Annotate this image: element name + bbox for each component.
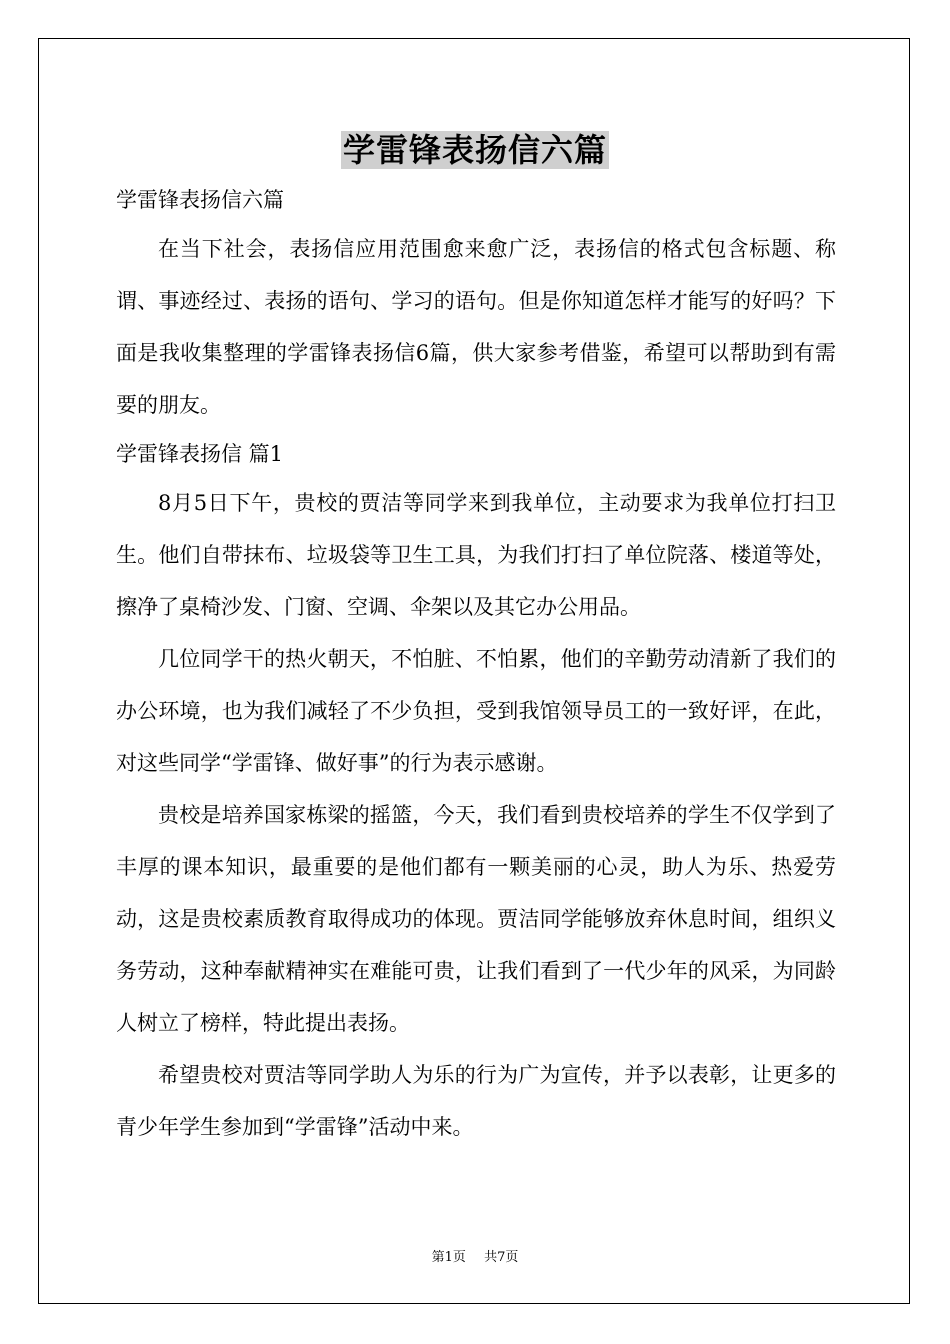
page-total: 共7页 xyxy=(484,1250,519,1265)
body-paragraph: 8月5日下午，贵校的贾洁等同学来到我单位，主动要求为我单位打扫卫生。他们自带抹布、垃圾袋等卫生工具，为我们打扫了单位院落、楼道等处，擦净了桌椅沙发、门窗、空调、伞架以及其它办公用品。 xyxy=(116,491,836,619)
page-number: 第1页 xyxy=(431,1250,466,1265)
intro-paragraph: 在当下社会，表扬信应用范围愈来愈广泛，表扬信的格式包含标题、称谓、事迹经过、表扬的语句、学习的语句。但是你知道怎样才能写的好吗？下面是我收集整理的学雷锋表扬信6篇，供大家参考借鉴，希望可以帮助到有需要的朋友。 xyxy=(116,237,836,417)
body-paragraph: 贵校是培养国家栋梁的摇篮，今天，我们看到贵校培养的学生不仅学到了丰厚的课本知识，最重要的是他们都有一颗美丽的心灵，助人为乐、热爱劳动，这是贵校素质教育取得成功的体现。贾洁同学能够放弃休息时间，组织义务劳动，这种奉献精神实在难能可贵，让我们看到了一代少年的风采，为同龄人树立了榜样，特此提出表扬。 xyxy=(116,803,836,1035)
document-title xyxy=(0,128,950,172)
section-heading: 学雷锋表扬信 篇1 xyxy=(116,442,284,466)
page-footer xyxy=(0,1246,950,1265)
body-paragraph: 几位同学干的热火朝天，不怕脏、不怕累，他们的辛勤劳动清新了我们的办公环境，也为我们减轻了不少负担，受到我馆领导员工的一致好评，在此，对这些同学“学雷锋、做好事”的行为表示感谢。 xyxy=(116,647,836,775)
document-body xyxy=(116,177,836,1153)
body-paragraph: 希望贵校对贾洁等同学助人为乐的行为广为宣传，并予以表彰，让更多的青少年学生参加到“学雷锋”活动中来。 xyxy=(116,1063,836,1139)
document-title-text: 学雷锋表扬信六篇 xyxy=(342,131,607,169)
subtitle-paragraph: 学雷锋表扬信六篇 xyxy=(116,188,284,212)
